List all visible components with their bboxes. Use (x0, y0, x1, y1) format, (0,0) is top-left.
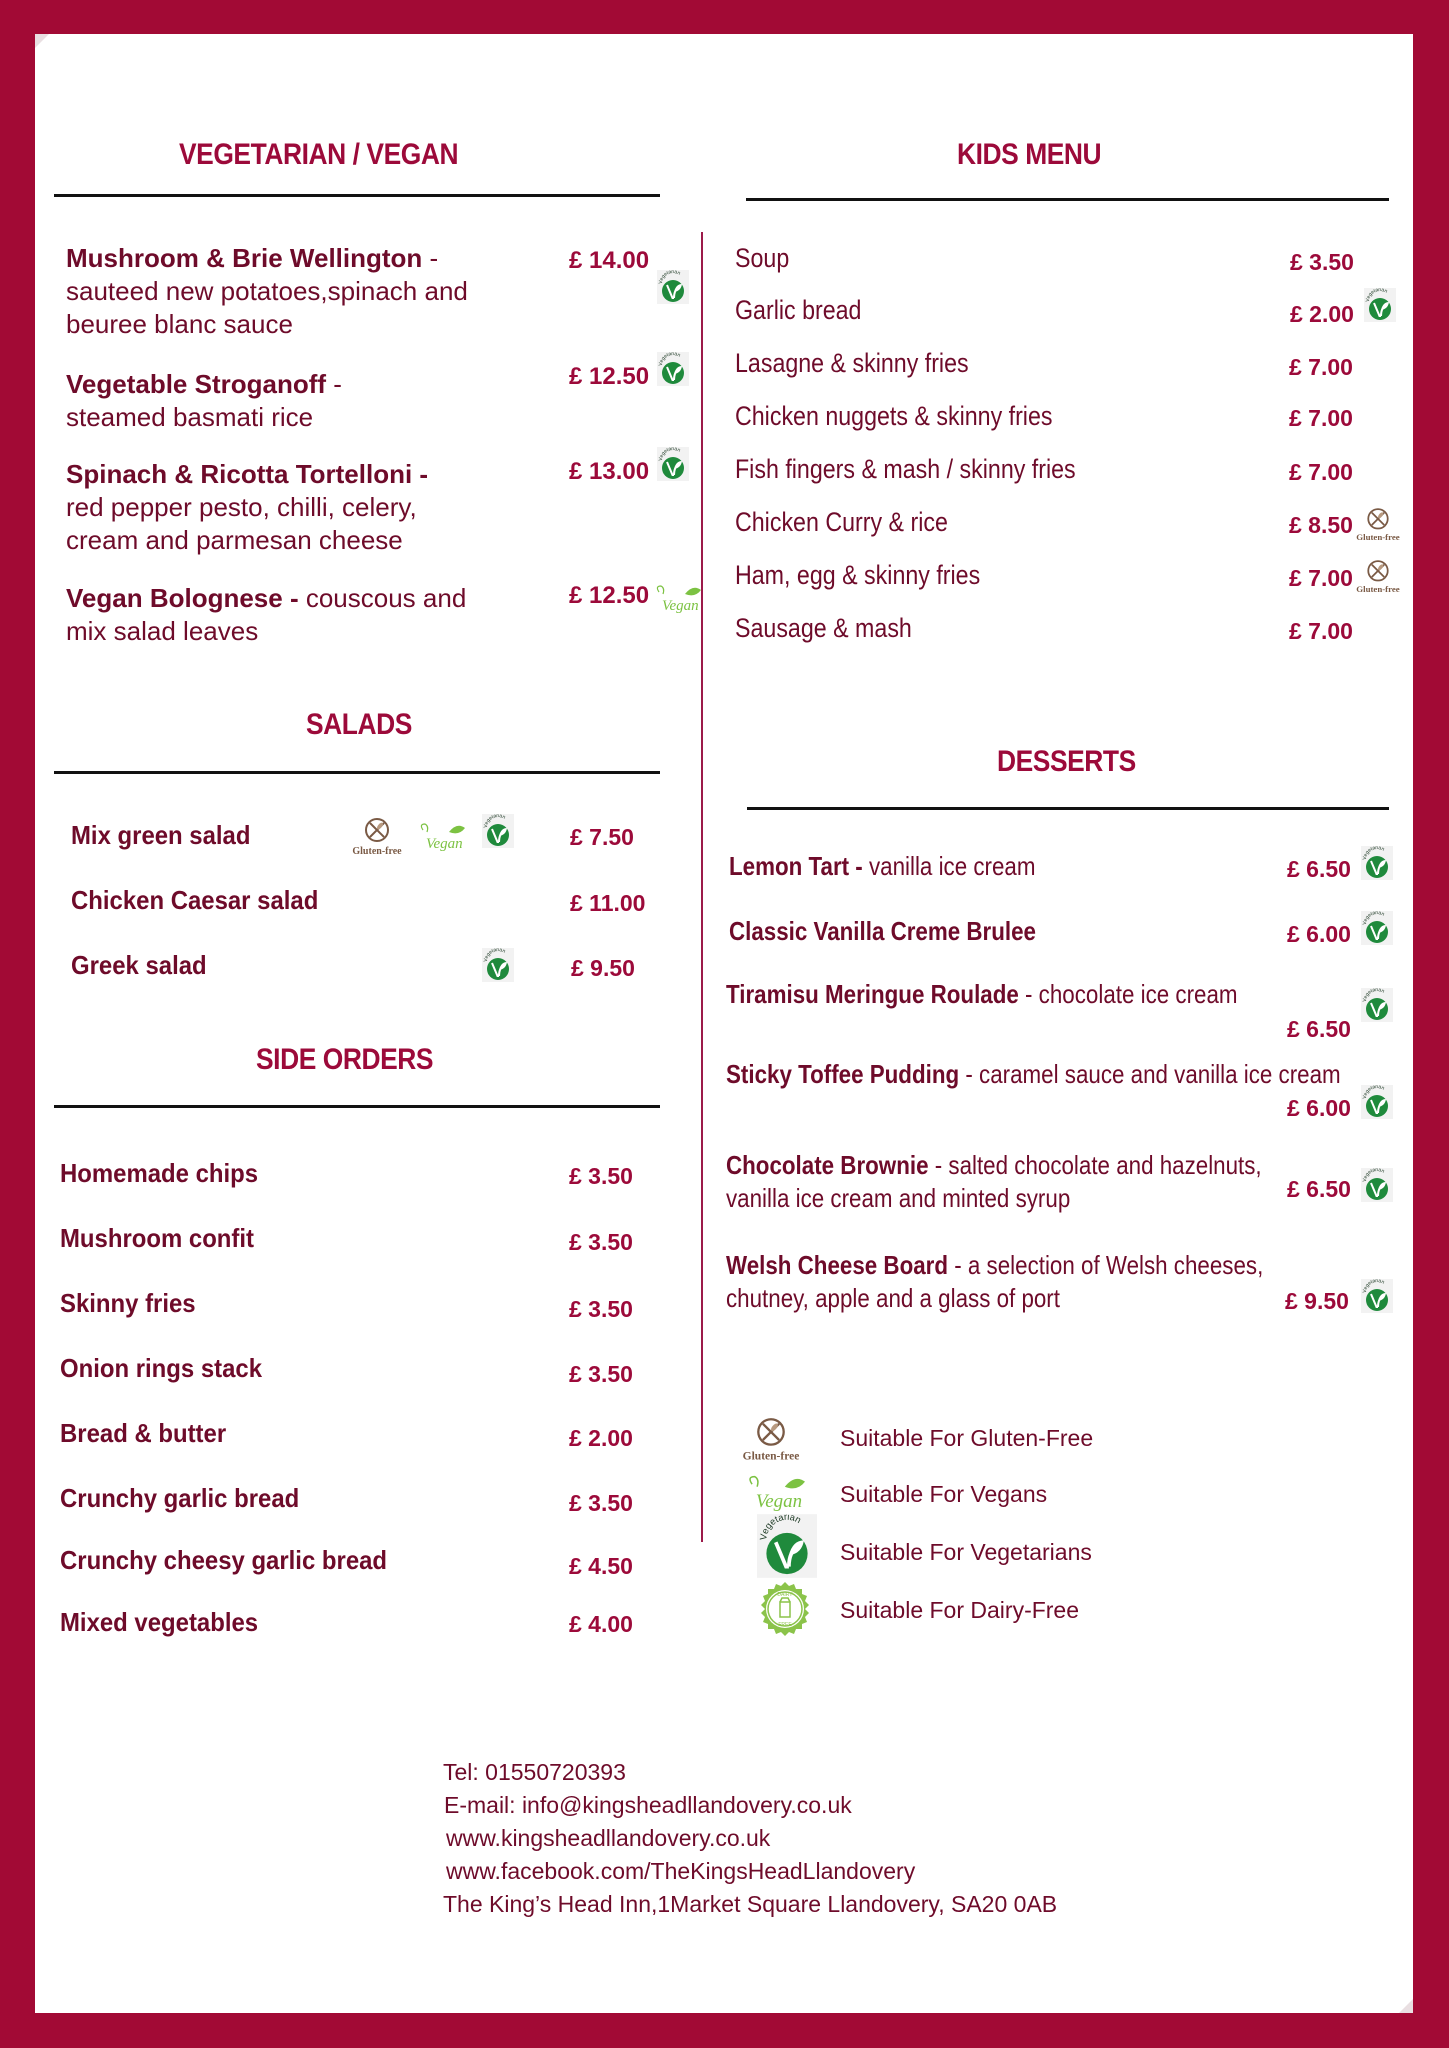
section-divider (54, 771, 660, 774)
menu-page (35, 34, 1413, 2013)
item-price: £ 7.50 (570, 824, 634, 850)
item-price: £ 7.00 (1289, 459, 1353, 485)
column-divider (701, 232, 703, 1542)
section-title-kids-menu: KIDS MENU (957, 138, 1102, 171)
item-description: cream and parmesan cheese (66, 525, 403, 555)
item-description: red pepper pesto, chilli, celery, (66, 492, 417, 522)
menu-item (66, 458, 536, 557)
legend-label-vegetarian: Suitable For Vegetarians (840, 1539, 1092, 1565)
item-name: Greek salad (71, 950, 207, 980)
item-name: Ham, egg & skinny fries (735, 560, 981, 590)
item-price: £ 13.00 (569, 458, 650, 485)
menu-item: Tiramisu Meringue Roulade - chocolate ice cream (726, 979, 1238, 1009)
item-description: sauteed new potatoes,spinach and (66, 276, 468, 306)
vegetarian-icon (1361, 911, 1393, 945)
gluten-free-icon (1355, 558, 1401, 596)
item-name: Sticky Toffee Pudding (726, 1059, 960, 1089)
contact-facebook[interactable]: www.facebook.com/TheKingsHeadLlandovery (446, 1858, 916, 1884)
section-divider (747, 807, 1389, 810)
item-name: Bread & butter (60, 1418, 227, 1448)
corner-decoration (35, 34, 49, 48)
contact-phone: Tel: 01550720393 (443, 1759, 626, 1785)
item-name: Vegan Bolognese - (66, 583, 299, 613)
item-price: £ 7.00 (1289, 565, 1353, 591)
item-price: £ 12.50 (569, 582, 650, 609)
contact-address: The King’s Head Inn,1Market Square Llandovery, SA20 0AB (443, 1891, 1058, 1917)
item-price: £ 3.50 (1290, 249, 1354, 275)
item-description: beuree blanc sauce (66, 309, 293, 339)
item-name: Chicken nuggets & skinny fries (735, 401, 1053, 431)
item-price: £ 2.00 (1290, 301, 1354, 327)
vegan-icon (655, 584, 701, 614)
item-price: £ 7.00 (1289, 405, 1353, 431)
vegetarian-icon (657, 270, 689, 304)
menu-item: Chocolate Brownie - salted chocolate and hazelnuts, vanilla ice cream and minted syrup (726, 1150, 1262, 1213)
item-price: £ 7.00 (1289, 618, 1353, 644)
item-price: £ 3.50 (569, 1490, 633, 1516)
item-price: £ 4.00 (569, 1611, 633, 1637)
section-divider (54, 1105, 660, 1108)
item-price: £ 12.50 (569, 363, 650, 390)
vegetarian-icon (1364, 288, 1396, 322)
item-name: Lasagne & skinny fries (735, 348, 969, 378)
item-name: Mix green salad (71, 820, 251, 850)
item-name: Garlic bread (735, 295, 862, 325)
vegetarian-icon (1361, 988, 1393, 1022)
section-divider (54, 194, 660, 197)
item-price: £ 8.50 (1289, 512, 1353, 538)
item-price: £ 3.50 (569, 1296, 633, 1322)
vegetarian-icon (482, 948, 514, 982)
legend-label-vegan: Suitable For Vegans (840, 1481, 1048, 1507)
gluten-free-icon (741, 1414, 801, 1466)
menu-item: Sticky Toffee Pudding - caramel sauce and vanilla ice cream (726, 1059, 1341, 1089)
contact-email[interactable]: E-mail: info@kingsheadllandovery.co.uk (444, 1792, 852, 1818)
item-price: £ 11.00 (570, 890, 646, 916)
item-name: Crunchy cheesy garlic bread (60, 1545, 388, 1575)
item-description: chutney, apple and a glass of port (726, 1283, 1060, 1313)
gluten-free-icon (1355, 506, 1401, 544)
item-name: Classic Vanilla Creme Brulee (729, 916, 1036, 946)
menu-item: Lemon Tart - vanilla ice cream (729, 851, 1036, 881)
item-name: Chocolate Brownie (726, 1150, 929, 1180)
menu-item (729, 915, 1036, 948)
item-name: Lemon Tart - (729, 851, 863, 881)
item-price: £ 14.00 (569, 247, 650, 274)
item-description: vanilla ice cream and minted syrup (726, 1183, 1071, 1213)
dairy-free-icon (756, 1580, 814, 1638)
vegetarian-icon (1361, 1085, 1393, 1119)
item-price: £ 4.50 (569, 1553, 633, 1579)
section-title-salads: SALADS (306, 708, 412, 741)
vegetarian-icon (482, 814, 514, 848)
item-name: Soup (735, 243, 790, 273)
menu-item: Vegetable Stroganoff - steamed basmati rice (66, 369, 342, 432)
item-name: Chicken Curry & rice (735, 507, 948, 537)
section-title-desserts: DESSERTS (997, 745, 1136, 778)
item-price: £ 3.50 (569, 1229, 633, 1255)
item-description: mix salad leaves (66, 616, 259, 646)
section-title-side-orders: SIDE ORDERS (256, 1043, 434, 1076)
section-title-vegetarian-vegan: VEGETARIAN / VEGAN (179, 138, 459, 171)
item-description: steamed basmati rice (66, 402, 314, 432)
vegan-icon (747, 1474, 805, 1512)
item-name: Spinach & Ricotta Tortelloni - (66, 459, 429, 489)
item-price: £ 6.50 (1287, 1016, 1351, 1042)
item-name: Mushroom confit (60, 1223, 255, 1253)
vegetarian-icon (657, 352, 689, 386)
item-price: £ 3.50 (569, 1163, 633, 1189)
item-name: Chicken Caesar salad (71, 885, 319, 915)
corner-decoration (1399, 1999, 1413, 2013)
vegetarian-icon (657, 447, 689, 481)
item-name: Fish fingers & mash / skinny fries (735, 454, 1076, 484)
vegetarian-icon (1361, 1279, 1393, 1313)
menu-item: Vegan Bolognese - couscous and mix salad leaves (66, 583, 467, 646)
section-divider (746, 198, 1389, 201)
item-price: £ 6.50 (1287, 856, 1351, 882)
legend-label-gluten-free: Suitable For Gluten-Free (840, 1425, 1094, 1451)
item-price: £ 9.50 (1285, 1288, 1349, 1314)
vegetarian-icon (1361, 846, 1393, 880)
vegetarian-icon (1361, 1168, 1393, 1202)
item-name: Tiramisu Meringue Roulade (726, 979, 1019, 1009)
item-name: Skinny fries (60, 1288, 196, 1318)
item-price: £ 2.00 (569, 1425, 633, 1451)
menu-item: Welsh Cheese Board - a selection of Welsh cheeses, chutney, apple and a glass of port (726, 1250, 1264, 1313)
item-name: Homemade chips (60, 1158, 259, 1188)
item-name: Onion rings stack (60, 1353, 263, 1383)
gluten-free-icon (351, 816, 403, 858)
item-price: £ 3.50 (569, 1361, 633, 1387)
item-name: Vegetable Stroganoff (66, 369, 327, 399)
item-name: Sausage & mash (735, 613, 912, 643)
vegan-icon (419, 822, 465, 852)
item-name: Welsh Cheese Board (726, 1250, 949, 1280)
item-price: £ 7.00 (1289, 354, 1353, 380)
item-name: Mixed vegetables (60, 1607, 259, 1637)
legend-label-dairy-free: Suitable For Dairy-Free (840, 1597, 1080, 1623)
menu-item: Mushroom & Brie Wellington - sauteed new potatoes,spinach and beuree blanc sauce (66, 243, 468, 339)
contact-website[interactable]: www.kingsheadllandovery.co.uk (446, 1825, 771, 1851)
item-price: £ 6.00 (1287, 921, 1351, 947)
item-name: Crunchy garlic bread (60, 1483, 300, 1513)
vegetarian-icon (757, 1514, 817, 1578)
item-name: Mushroom & Brie Wellington (66, 243, 423, 273)
item-price: £ 6.00 (1287, 1095, 1351, 1121)
item-price: £ 6.50 (1287, 1176, 1351, 1202)
item-price: £ 9.50 (571, 955, 635, 981)
